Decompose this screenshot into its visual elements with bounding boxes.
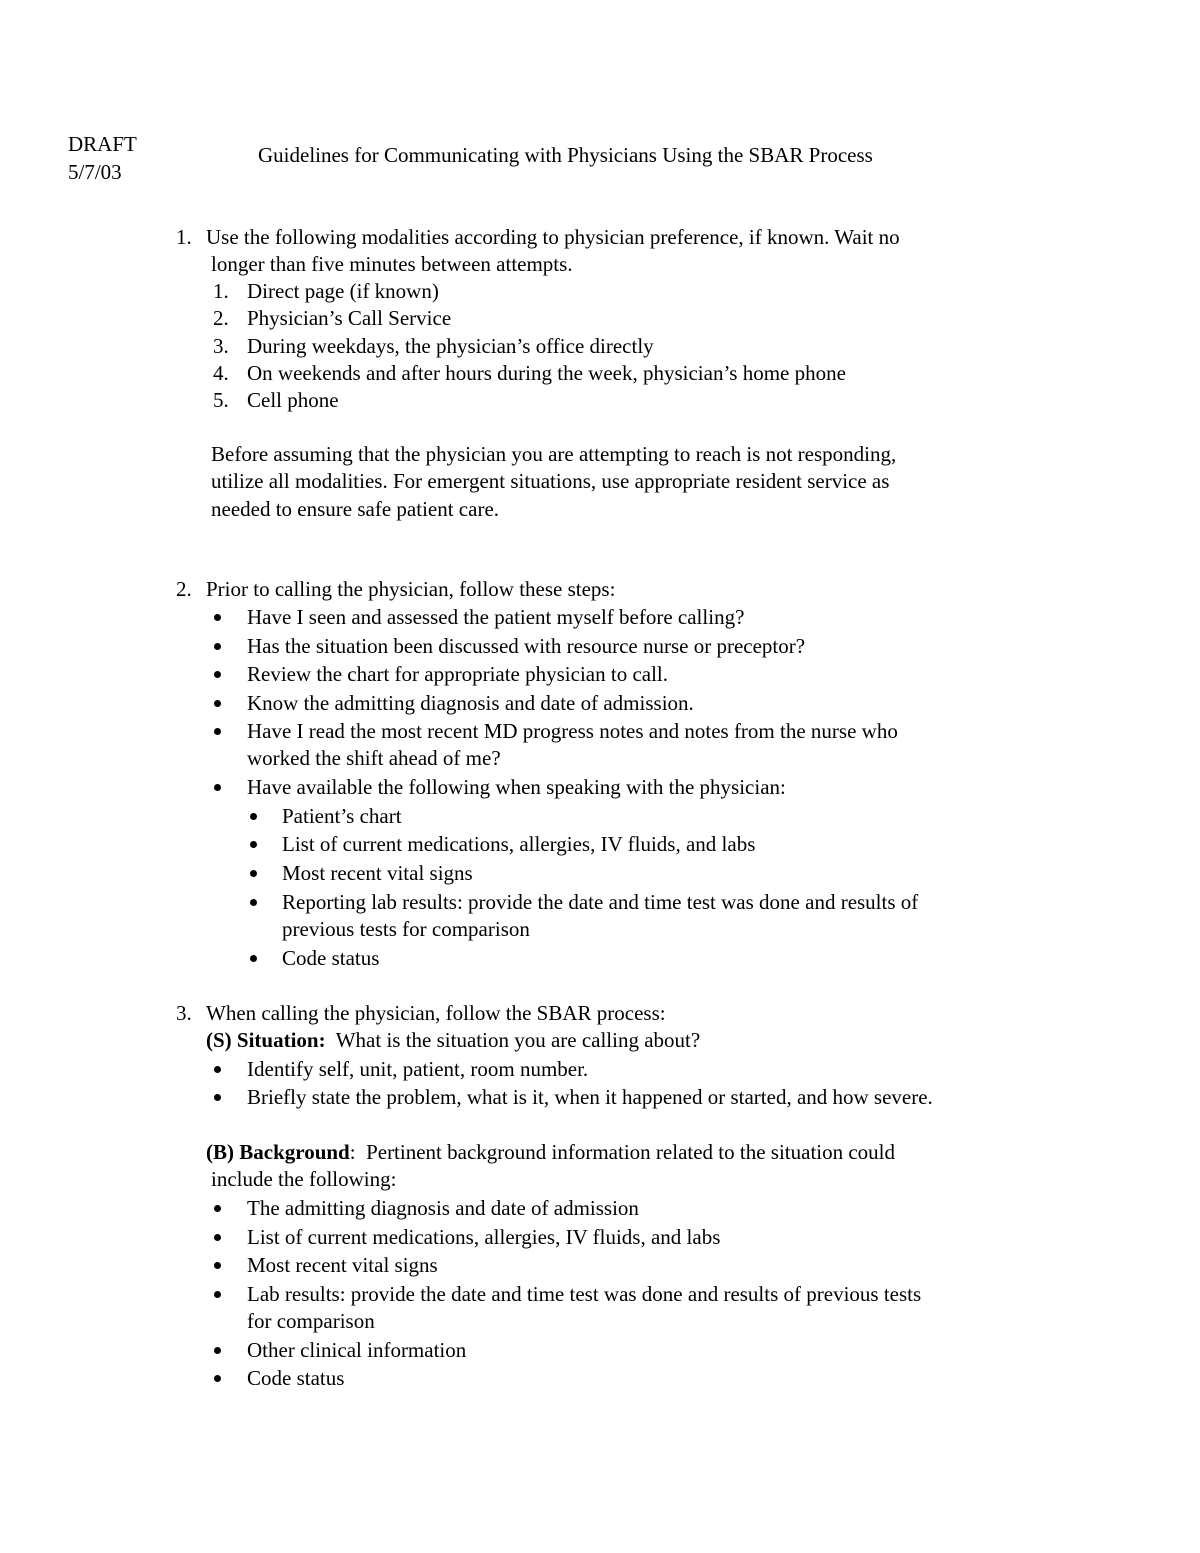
bullet-icon bbox=[214, 784, 221, 791]
list-item: Know the admitting diagnosis and date of admission. bbox=[247, 691, 694, 715]
list-item: worked the shift ahead of me? bbox=[247, 746, 501, 770]
list-item: for comparison bbox=[247, 1309, 375, 1333]
modality-item: Physician’s Call Service bbox=[247, 306, 452, 330]
modality-item: Direct page (if known) bbox=[247, 279, 439, 303]
sub-list-item: Code status bbox=[282, 946, 380, 970]
bullet-icon bbox=[214, 1234, 221, 1241]
bullet-icon bbox=[214, 643, 221, 650]
bullet-icon bbox=[214, 700, 221, 707]
bullet-icon bbox=[250, 841, 257, 848]
list-item: List of current medications, allergies, IV fluids, and labs bbox=[247, 1225, 721, 1249]
list-item: Have I read the most recent MD progress notes and notes from the nurse who bbox=[247, 719, 898, 743]
list-item: Briefly state the problem, what is it, when it happened or started, and how severe. bbox=[247, 1085, 933, 1109]
bullet-icon bbox=[214, 728, 221, 735]
section-1-note: utilize all modalities. For emergent situations, use appropriate resident service as bbox=[211, 469, 890, 493]
section-3-intro: When calling the physician, follow the SBAR process: bbox=[206, 1001, 666, 1025]
background-heading bbox=[206, 1139, 895, 1166]
sub-list-item: List of current medications, allergies, IV fluids, and labs bbox=[282, 832, 756, 856]
bullet-icon bbox=[214, 671, 221, 678]
list-item: Have I seen and assessed the patient myself before calling? bbox=[247, 605, 745, 629]
section-2-intro: Prior to calling the physician, follow these steps: bbox=[206, 577, 616, 601]
bullet-icon bbox=[214, 1205, 221, 1212]
modality-item: Cell phone bbox=[247, 388, 339, 412]
section-1-number: 1. bbox=[176, 225, 192, 249]
sub-list-item: previous tests for comparison bbox=[282, 917, 530, 941]
section-2-number: 2. bbox=[176, 577, 192, 601]
list-item: Most recent vital signs bbox=[247, 1253, 438, 1277]
modality-number: 5. bbox=[213, 388, 229, 412]
bullet-icon bbox=[214, 1262, 221, 1269]
list-item: Review the chart for appropriate physician to call. bbox=[247, 662, 669, 686]
list-item: Lab results: provide the date and time test was done and results of previous tests bbox=[247, 1282, 922, 1306]
modality-number: 1. bbox=[213, 279, 229, 303]
modality-number: 2. bbox=[213, 306, 229, 330]
modality-item: During weekdays, the physician’s office directly bbox=[247, 334, 654, 358]
situation-heading bbox=[206, 1027, 700, 1054]
section-1-line: longer than five minutes between attempts. bbox=[211, 252, 573, 276]
sub-list-item: Patient’s chart bbox=[282, 804, 402, 828]
bullet-icon bbox=[250, 813, 257, 820]
draft-date: 5/7/03 bbox=[68, 160, 122, 184]
situation-text: What is the situation you are calling about? bbox=[325, 1028, 701, 1052]
bullet-icon bbox=[250, 955, 257, 962]
section-3-number: 3. bbox=[176, 1001, 192, 1025]
list-item: Identify self, unit, patient, room number. bbox=[247, 1057, 589, 1081]
bullet-icon bbox=[214, 1291, 221, 1298]
list-item: Has the situation been discussed with resource nurse or preceptor? bbox=[247, 634, 806, 658]
bullet-icon bbox=[250, 899, 257, 906]
modality-item: On weekends and after hours during the week, physician’s home phone bbox=[247, 361, 846, 385]
bullet-icon bbox=[214, 1347, 221, 1354]
list-item: The admitting diagnosis and date of admission bbox=[247, 1196, 639, 1220]
section-1-line: Use the following modalities according to physician preference, if known. Wait no bbox=[206, 225, 900, 249]
list-item: Code status bbox=[247, 1366, 345, 1390]
background-label: (B) Background bbox=[206, 1140, 350, 1164]
background-text: : Pertinent background information related to the situation could bbox=[349, 1140, 896, 1164]
modality-number: 4. bbox=[213, 361, 229, 385]
page-title: Guidelines for Communicating with Physicians Using the SBAR Process bbox=[258, 143, 873, 167]
sub-list-item: Most recent vital signs bbox=[282, 861, 473, 885]
bullet-icon bbox=[214, 1066, 221, 1073]
bullet-icon bbox=[250, 870, 257, 877]
situation-label: (S) Situation: bbox=[206, 1028, 326, 1052]
bullet-icon bbox=[214, 1375, 221, 1382]
bullet-icon bbox=[214, 1094, 221, 1101]
list-item: Other clinical information bbox=[247, 1338, 467, 1362]
background-text-line: include the following: bbox=[211, 1167, 397, 1191]
list-item: Have available the following when speaking with the physician: bbox=[247, 775, 786, 799]
draft-label: DRAFT bbox=[68, 132, 137, 156]
sub-list-item: Reporting lab results: provide the date and time test was done and results of bbox=[282, 890, 919, 914]
modality-number: 3. bbox=[213, 334, 229, 358]
bullet-icon bbox=[214, 614, 221, 621]
section-1-note: Before assuming that the physician you are attempting to reach is not responding, bbox=[211, 442, 897, 466]
section-1-note: needed to ensure safe patient care. bbox=[211, 497, 500, 521]
